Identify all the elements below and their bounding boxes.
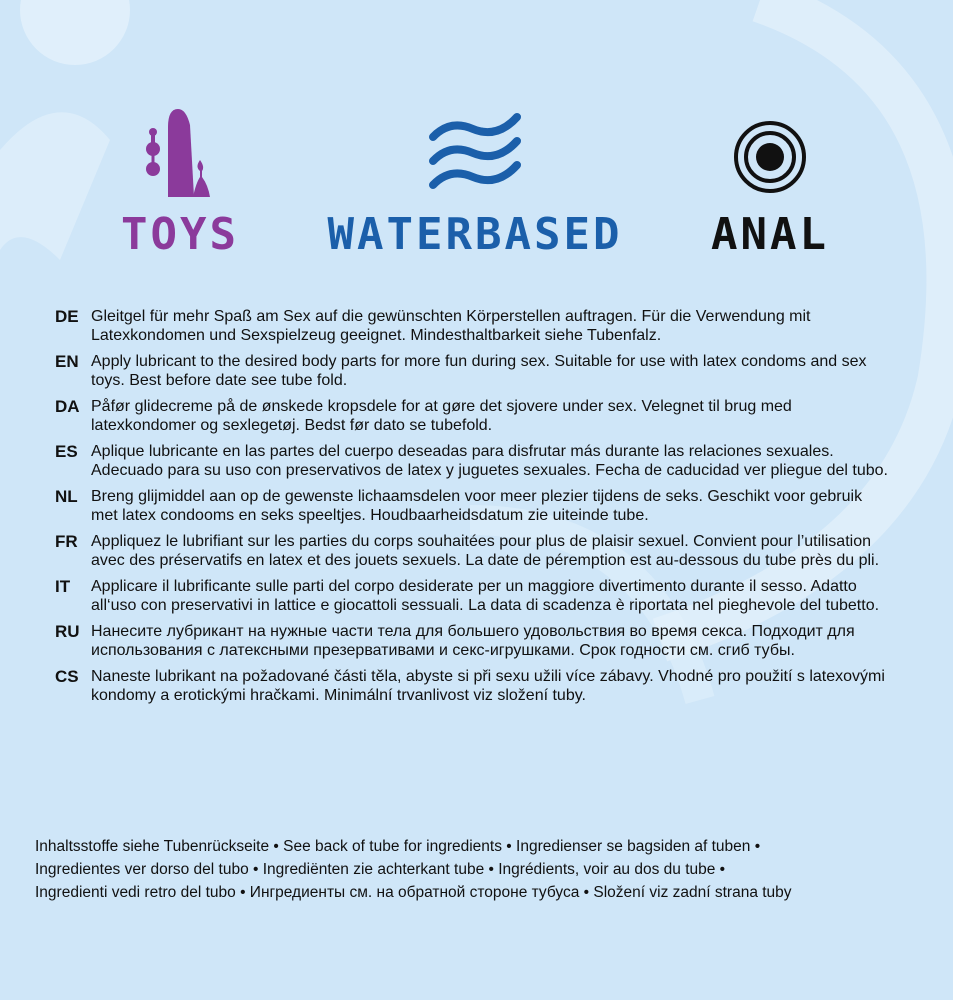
language-text: Breng glijmiddel aan op de gewenste lichaamsdelen voor meer plezier tijdens de seks. Geschikt voor gebruik met latex condooms en seks speeltjes. Houdbaarheidsdatum zie uiteinde tube.	[91, 488, 863, 524]
language-instructions	[55, 307, 935, 712]
footer-line: Ingredienti vedi retro del tubo • Ингредиенты см. на обратной стороне тубуса • Složení viz zadní strana tuby	[35, 884, 792, 901]
language-text: Нанесите лубрикант на нужные части тела для большего удовольствия во время секса. Подходит для использования с латексными презервативами и секс-игрушками. Срок годности см. сгиб тубы.	[91, 623, 855, 659]
language-entry-cs	[55, 667, 935, 705]
language-text: Gleitgel für mehr Spaß am Sex auf die gewünschten Körperstellen auftragen. Für die Verwendung mit Latexkondomen und Sexspielzeug geeignet. Mindesthaltbarkeit siehe Tubenfalz.	[91, 308, 811, 344]
language-code: FR	[55, 532, 78, 551]
ingredients-footer	[35, 835, 935, 904]
language-code: IT	[55, 577, 71, 596]
footer-line: Inhaltsstoffe siehe Tubenrückseite • See back of tube for ingredients • Ingredienser se bagsiden af tuben •	[35, 838, 761, 855]
waterbased-label: WATERBASED	[327, 209, 623, 260]
toys-icon	[130, 105, 230, 205]
toys-label: TOYS	[121, 209, 239, 260]
language-entry-ru	[55, 622, 935, 660]
language-entry-it	[55, 577, 935, 615]
language-code: RU	[55, 622, 80, 641]
language-entry-fr	[55, 532, 935, 570]
language-text: Applicare il lubrificante sulle parti del corpo desiderate per un maggiore divertimento durante il sesso. Adatto all‘uso con preservativi in lattice e giocattoli sessuali. La data di scadenza è riportata nel pieghevole del tubetto.	[91, 578, 880, 614]
waves-icon	[425, 105, 525, 205]
language-entry-en	[55, 352, 935, 390]
language-entry-nl	[55, 487, 935, 525]
language-text: Appliquez le lubrifiant sur les parties du corps souhaitées pour plus de plaisir sexuel. Convient pour l’utilisation avec des préservatifs en latex et des jouets sexuels. La date de péremption est au-dessous du tube près du pli.	[91, 533, 880, 569]
language-text: Aplique lubricante en las partes del cuerpo deseadas para disfrutar más durante las relaciones sexuales. Adecuado para su uso con preservativos de latex y juguetes sexuales. Fecha de caducidad ver pliegue del tubo.	[91, 443, 888, 479]
language-code: NL	[55, 487, 78, 506]
language-code: DE	[55, 307, 79, 326]
concentric-circle-icon	[720, 105, 820, 205]
language-text: Apply lubricant to the desired body parts for more fun during sex. Suitable for use with latex condoms and sex toys. Best before date see tube fold.	[91, 353, 867, 389]
language-code: ES	[55, 442, 78, 461]
language-text: Påfør glidecreme på de ønskede kropsdele for at gøre det sjovere under sex. Velegnet til brug med latexkondomer og sexlegetøj. Bedst før dato se tubefold.	[91, 398, 792, 434]
anal-label: ANAL	[711, 209, 829, 260]
language-code: EN	[55, 352, 79, 371]
language-entry-de	[55, 307, 935, 345]
language-code: DA	[55, 397, 80, 416]
language-text: Naneste lubrikant na požadované části těla, abyste si při sexu užili více zábavy. Vhodné pro použití s latexovými kondomy a erotickými hračkami. Minimální trvanlivost viz složení tuby.	[91, 668, 885, 704]
footer-line: Ingredientes ver dorso del tubo • Ingrediënten zie achterkant tube • Ingrédients, voir au dos du tube •	[35, 861, 726, 878]
waterbased-badge	[325, 105, 625, 259]
language-entry-da	[55, 397, 935, 435]
language-code: CS	[55, 667, 79, 686]
toys-badge	[120, 105, 240, 259]
anal-badge	[710, 105, 830, 259]
language-entry-es	[55, 442, 935, 480]
